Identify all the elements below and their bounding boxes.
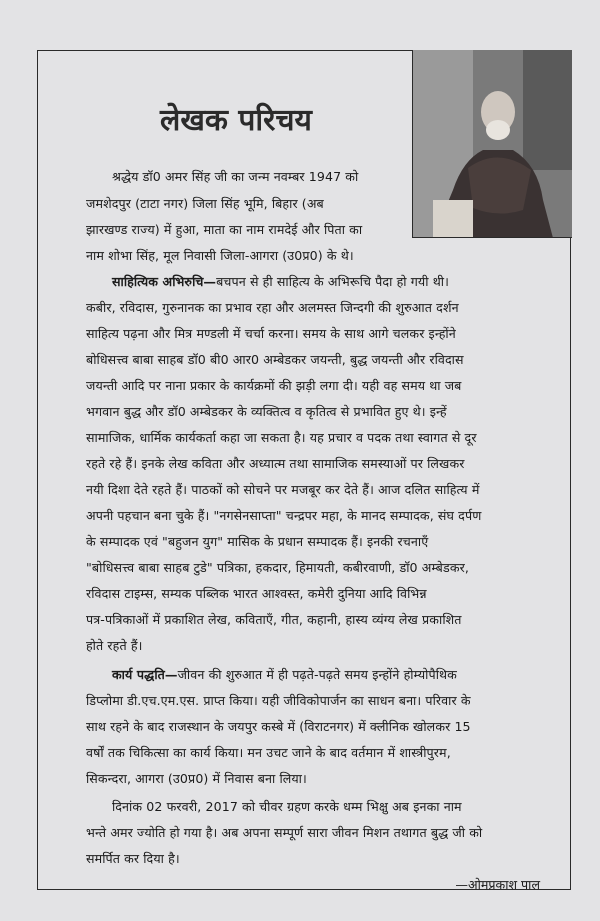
body-line: नयी दिशा देते रहते हैं। पाठकों को सोचने पर मजबूर कर देते हैं। आज दलित साहित्य में [86,482,480,497]
body-line: अपनी पहचान बना चुके हैं। "नगसेनसाप्ता" चन्द्रपर महा, के मानद सम्पादक, संघ दर्पण [86,508,482,523]
body-line: भगवान बुद्ध और डॉ0 अम्बेडकर के व्यक्तित्व व कृतित्व से प्रभावित हुए थे। इन्हें [86,404,447,419]
section-heading: साहित्यिक अभिरुचि— [112,274,217,289]
body-line: "बोधिसत्त्व बाबा साहब टुडे" पत्रिका, हकदार, हिमायती, कबीरवाणी, डॉ0 अम्बेडकर, [86,560,469,575]
body-line: साहित्य पढ़ना और मित्र मण्डली में चर्चा करना। समय के साथ आगे चलकर इन्होंने [86,326,456,341]
body-line: जयन्ती आदि पर नाना प्रकार के कार्यक्रमों की झड़ी लगा दी। यही वह समय था जब [86,378,462,393]
body-line: रहते रहे हैं। इनके लेख कविता और अध्यात्म तथा सामाजिक समस्याओं पर लिखकर [86,456,465,471]
body-line: बोधिसत्त्व बाबा साहब डॉ0 बी0 आर0 अम्बेडकर जयन्ती, बुद्ध जयन्ती और रविदास [86,352,464,367]
author-photo [412,50,572,238]
intro-line: नाम शोभा सिंह, मूल निवासी जिला-आगरा (उ0प्र0) के थे। [86,248,354,263]
intro-line: श्रद्धेय डॉ0 अमर सिंह जी का जन्म नवम्बर 1947 को [112,169,359,184]
author-signature: —ओमप्रकाश पाल [455,877,540,892]
body-line: सामाजिक, धार्मिक कार्यकर्ता कहा जा सकता है। यह प्रचार व पदक तथा स्वागत से दूर [86,430,477,445]
body-line: के सम्पादक एवं "बहुजन युग" मासिक के प्रधान सम्पादक हैं। इनकी रचनाएँ [86,534,429,549]
page-title: लेखक परिचय [160,103,312,138]
body-line: डिप्लोमा डी.एच.एम.एस. प्राप्त किया। यही जीविकोपार्जन का साधन बना। परिवार के [86,693,471,708]
body-line: भन्ते अमर ज्योति हो गया है। अब अपना सम्पूर्ण सारा जीवन मिशन तथागत बुद्ध जी को [86,825,483,840]
section-heading: कार्य पद्धति— [112,667,178,682]
body-line: पत्र-पत्रिकाओं में प्रकाशित लेख, कविताएँ, गीत, कहानी, हास्य व्यंग्य लेख प्रकाशित [86,612,462,627]
section-first-line [112,666,457,683]
body-line: वर्षों तक चिकित्सा का कार्य किया। मन उचट जाने के बाद वर्तमान में शास्त्रीपुरम, [86,745,451,760]
body-line: साथ रहने के बाद राजस्थान के जयपुर कस्बे में (विराटनगर) में क्लीनिक खोलकर 15 [86,719,471,734]
body-line: दिनांक 02 फरवरी, 2017 को चीवर ग्रहण करके धम्म भिक्षु अब इनका नाम [112,799,462,814]
body-line: रविदास टाइम्स, सम्यक पब्लिक भारत आश्वस्त, कमेरी दुनिया आदि विभिन्न [86,586,427,601]
body-line: समर्पित कर दिया है। [86,851,180,866]
body-line: कबीर, रविदास, गुरुनानक का प्रभाव रहा और अलमस्त जिन्दगी की शुरुआत दर्शन [86,300,459,315]
section-text: जीवन की शुरुआत में ही पढ़ते-पढ़ते समय इन्होंने होम्योपैथिक [177,667,457,682]
intro-line: जमशेदपुर (टाटा नगर) जिला सिंह भूमि, बिहार (अब [86,196,324,211]
section-text: बचपन से ही साहित्य के अभिरूचि पैदा हो गयी थी। [216,274,449,289]
body-line: होते रहते हैं। [86,638,143,653]
body-line: सिकन्दरा, आगरा (उ0प्र0) में निवास बना लिया। [86,771,307,786]
intro-line: झारखण्ड राज्य) में हुआ, माता का नाम रामदेई और पिता का [86,222,363,237]
section-first-line [112,273,449,290]
